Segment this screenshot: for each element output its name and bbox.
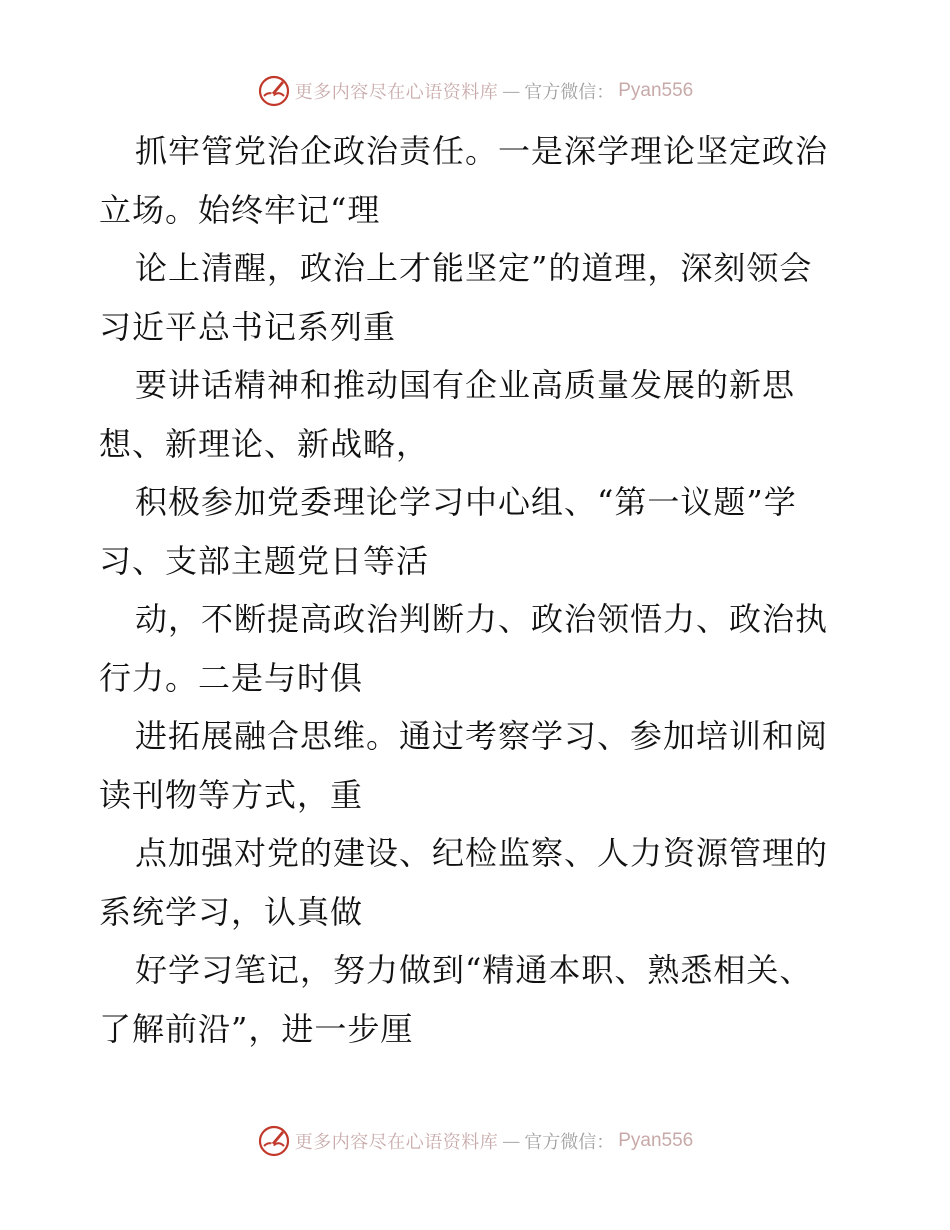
text-line: 进拓展融合思维。通过考察学习、参加培训和阅 [135, 717, 829, 755]
quill-book-logo-icon [257, 74, 291, 108]
text-line: 想、新理论、新战略， [99, 424, 430, 463]
text-line: 积极参加党委理论学习中心组、“第一议题”学 [135, 483, 797, 521]
text-line: 点加强对党的建设、纪检监察、人力资源管理的 [135, 834, 829, 872]
wechat-label: 官方微信： [524, 82, 615, 103]
text-line: 习近平总书记系列重 [99, 307, 397, 346]
text-line: 了解前沿”，进一步厘 [99, 1009, 414, 1048]
document-body [99, 122, 859, 1058]
footer-banner-content [257, 1124, 694, 1158]
text-line: 立场。始终牢记“理 [99, 190, 381, 229]
quill-book-logo-icon [257, 1124, 291, 1158]
header-banner-content [257, 74, 694, 108]
banner-title: 更多内容尽在心语资料库 [294, 82, 499, 103]
text-line: 好学习笔记，努力做到“精通本职、熟悉相关、 [135, 951, 813, 989]
banner-title: 更多内容尽在心语资料库 [294, 1132, 499, 1153]
wechat-id: Pyan556 [618, 1130, 694, 1151]
text-line: 论上清醒，政治上才能坚定”的道理，深刻领会 [135, 249, 813, 287]
header-banner [0, 71, 950, 111]
banner-separator: — [502, 80, 521, 102]
wechat-id: Pyan556 [618, 80, 694, 101]
banner-separator: — [502, 1130, 521, 1152]
wechat-label: 官方微信： [524, 1132, 615, 1153]
text-line: 习、支部主题党日等活 [99, 541, 430, 580]
text-line: 动，不断提高政治判断力、政治领悟力、政治执 [135, 600, 829, 638]
text-line: 抓牢管党治企政治责任。一是深学理论坚定政治 [135, 132, 829, 170]
text-line: 行力。二是与时俱 [99, 658, 364, 697]
footer-banner [0, 1121, 950, 1161]
text-line: 系统学习，认真做 [99, 892, 364, 931]
text-line: 要讲话精神和推动国有企业高质量发展的新思 [135, 366, 796, 404]
text-line: 读刊物等方式，重 [99, 775, 364, 814]
